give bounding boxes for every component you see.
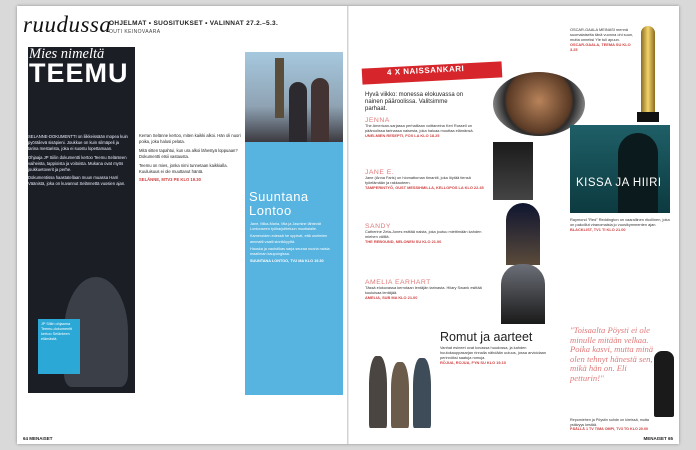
naissankari-banner-text: 4 X NAISSANKARI bbox=[386, 63, 465, 78]
film-jane bbox=[365, 170, 489, 190]
romut-title: Romut ja aarteet bbox=[440, 330, 533, 344]
feature-title: TEEMU bbox=[29, 58, 129, 88]
film-sandy bbox=[365, 224, 489, 244]
oscar-meta: OSCAR-GAALA, TEEMA SU KLO 3.25 bbox=[570, 42, 631, 52]
feature-paragraph: SELANNE-DOKUMENTTI on liikkeissään mopea kuin pyöräilevä sisäpieni. Joukkue on kuin silmäpeli ja tarina mestarista, joka ei suostu lopettamaan. bbox=[28, 134, 128, 151]
romut-meta: RÖJUA, ROJUA, FYN SU KLO 19.10 bbox=[440, 360, 506, 365]
big-ben-icon bbox=[275, 58, 284, 118]
feature-paragraph: Mitä sitten tapahtui, kun ura alkoi lähestyä loppuaan? Dokumentti etsii vastausta. bbox=[139, 147, 238, 159]
london-title: Suuntana Lontoo bbox=[249, 189, 309, 218]
feature-paragraph: Ohjaaja JP Siilin dokumentti kertoo Teemu Selänteen vaiheista, tappioista ja voitoista. Mukana ovat myös joukkuetoverit ja perhe. bbox=[28, 154, 127, 172]
romut-text: Vanhat esineet ovat kovassa huudossa, ja kahden huutokauppasarjan rinnalla nähdään uutuus, jossa arvioidaan perinnöksi saatuja romuja. bbox=[440, 345, 546, 360]
quote-attribution bbox=[570, 418, 650, 432]
page-gutter bbox=[347, 6, 349, 444]
person-figure bbox=[413, 358, 431, 428]
london-body bbox=[250, 222, 340, 266]
kissa-title: KISSA JA HIIRI bbox=[576, 177, 662, 189]
feature-meta: SELÄNNE, MTV3 PE KLO 19.30 bbox=[139, 177, 201, 183]
pull-quote: "Toisaalta Pöysti ei ole minulle mitään velkaa. Poika kasvi, mutta minä olen tehnyt hänestä sen, mikä hän on. Eli petturin!" bbox=[570, 325, 654, 383]
london-meta: SUUNTANA LONTOO, TV2 MA KLO 19.30 bbox=[250, 259, 324, 264]
london-box bbox=[245, 52, 343, 395]
quote-meta: PÄÄLLÄ 1 TV TIMA OMPI, TV3 TO KLO 20.00 bbox=[570, 427, 649, 432]
romut-body bbox=[440, 345, 550, 365]
feature-paragraph: Teemu on mies, jonka nimi tunnetaan kaikkialla. Kuuluisuus ei ole muuttanut häntä. bbox=[139, 162, 228, 174]
kissa-body bbox=[570, 217, 670, 232]
quote-attr-text: Repomiehen ja Pöystin suhde on kireissä, mutta ystävyys kestää. bbox=[570, 418, 649, 427]
oscar-statue-base bbox=[637, 112, 659, 122]
jane-poster bbox=[493, 142, 533, 200]
kissa-text: Raymond "Red" Reddington on vaarallinen rikollinen, joka on pakoillut viranomaisia jo vuosikymmenten ajan. bbox=[570, 217, 670, 227]
feature-paragraph: Dokumentissa haastatellaan muun muassa Harri Väänistä, joka on kuvannut Selännettä vuosien ajan. bbox=[28, 175, 126, 187]
cartoon-dog-figure bbox=[654, 351, 674, 417]
film-jenna bbox=[365, 118, 489, 138]
london-paragraph: Hauska ja vauhdikas sarja seuraa nuoria naisia maailman kaupungissa. bbox=[250, 246, 330, 257]
naissankari-intro: Hyvä viikko: monessa elokuvassa on nainen pääroolissa. Valitsimme parhaat. bbox=[365, 92, 464, 113]
section-author: OUTI KEINOVAARA bbox=[109, 29, 161, 35]
person-figure bbox=[391, 362, 409, 428]
amelia-poster bbox=[501, 264, 545, 324]
person-figure bbox=[311, 78, 329, 142]
person-figure bbox=[618, 133, 658, 213]
feature-body bbox=[28, 134, 128, 190]
person-figure bbox=[369, 356, 387, 428]
london-paragraph: Kameroiden edessä he oppivat, että unelmien ammatti vaatii sinnikkyyttä. bbox=[250, 234, 328, 244]
feature-caption: JP Siilin ohjaama Teemu-dokumentti kertoo Selänteen elämästä. bbox=[38, 319, 80, 374]
section-subtitle: OHJELMAT • SUOSITUKSET • VALINNAT 27.2.–5.3. bbox=[109, 20, 279, 27]
oscar-text: OSCAR-GAALA MEINASI mennä suomalaiselta tänä vuonna ohi suun, mutta onneksi Yle tuli apuun. bbox=[570, 27, 634, 42]
oscar-statue-icon bbox=[641, 26, 655, 116]
kissa-meta: BLACKLIST, TV1 TI KLO 21.00 bbox=[570, 227, 626, 232]
film-text: The American-sarjassa perhaillaan voittaneina Keri Russell on pääroolissa tarinassa naisesta, joka haluaa muuttaa elämänsä. bbox=[365, 123, 474, 133]
sandy-poster bbox=[506, 203, 540, 265]
kissa-box bbox=[570, 125, 670, 213]
section-title: ruudussa bbox=[23, 12, 112, 37]
film-title: SANDY bbox=[365, 223, 391, 230]
feature-paragraph: Kerran Selänne kertoo, miten kaikki alkoi. Hän oli nuori poika, joka halusi pelata. bbox=[139, 133, 241, 144]
film-title: JANE E. bbox=[365, 169, 395, 176]
film-meta: THE REBOUND, NELONEN SU KLO 21.00 bbox=[365, 239, 442, 244]
oscar-box bbox=[570, 27, 634, 52]
film-amelia bbox=[365, 280, 489, 300]
person-figure bbox=[289, 82, 307, 142]
feature-column-2 bbox=[139, 133, 247, 186]
feature-kicker: Mies nimeltä bbox=[29, 46, 105, 62]
film-meta: AMELIA, SUB MA KLO 21.00 bbox=[365, 295, 418, 300]
film-text: Jane (Anna Faris) on hiomattoman timantti, joka löytää tiensä työelämään ja rakkauteen. bbox=[365, 175, 471, 185]
page-number-left: 64 MENAISET bbox=[23, 436, 53, 441]
page-number-right: MENAISET 65 bbox=[643, 436, 673, 441]
london-paragraph: Jane, Mika-Maria, Mia ja Jasmine lähtevät Lontooseen työharjoitteluun muotialalle. bbox=[250, 222, 321, 232]
film-title: JENNA bbox=[365, 117, 390, 124]
film-text: Catherine Zeta-Jones esittää naista, joka joutuu miettimään kahden miehen välillä. bbox=[365, 229, 482, 239]
film-text: Tässä elokuvassa kerrotaan lentäjän tarinasta. Hilary Swank esittää kuuluisaa lentäjää. bbox=[365, 285, 482, 295]
film-meta: UNELMIEN RESEPTI, FOX LA KLO 18.25 bbox=[365, 133, 440, 138]
london-photo bbox=[245, 52, 343, 142]
magazine-spread bbox=[17, 6, 679, 444]
feature-teemu bbox=[28, 47, 135, 393]
film-title: AMELIA EARHART bbox=[365, 279, 431, 286]
film-meta: TAMPERINTYÖ, GUST MESSIHMILLA, KELLOPOS LA KLO 22.45 bbox=[365, 185, 484, 190]
